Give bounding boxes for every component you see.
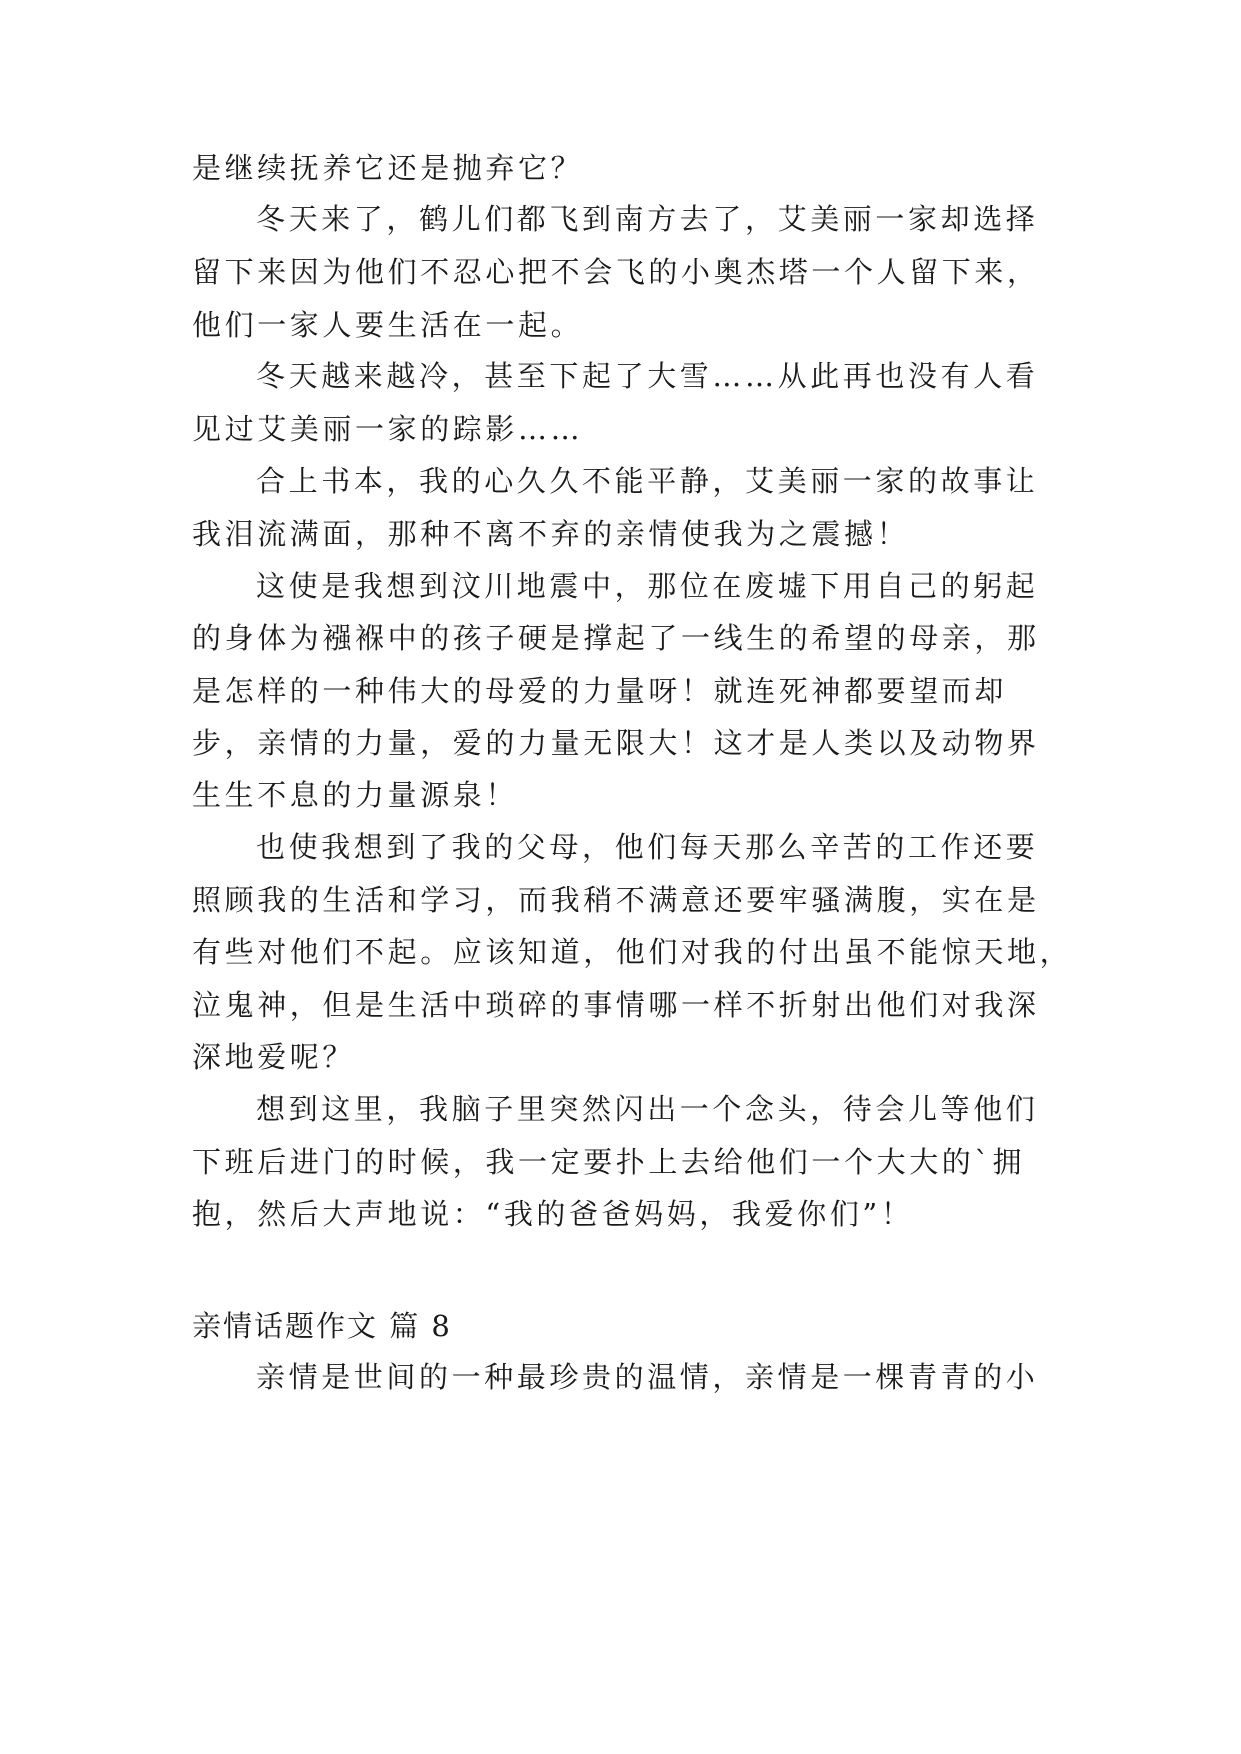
text-line: 亲情是世间的一种最珍贵的温情，亲情是一棵青青的小 xyxy=(256,1360,1039,1394)
text-line: 也使我想到了我的父母，他们每天那么辛苦的工作还要 xyxy=(256,830,1039,864)
text-line: 他们一家人要生活在一起。 xyxy=(192,308,584,342)
text-line: 照顾我的生活和学习，而我稍不满意还要牢骚满腹，实在是 xyxy=(192,883,1040,917)
text-line: 的身体为襁褓中的孩子硬是撑起了一线生的希望的母亲，那 xyxy=(192,621,1040,655)
text-line: 深地爱呢？ xyxy=(192,1040,356,1074)
text-line: 生生不息的力量源泉！ xyxy=(192,778,519,812)
text-line: 抱，然后大声地说：“我的爸爸妈妈，我爱你们”！ xyxy=(192,1197,914,1231)
text-line: 是继续抚养它还是抛弃它？ xyxy=(192,151,584,185)
text-line: 冬天越来越冷，甚至下起了大雪……从此再也没有人看 xyxy=(256,359,1039,393)
text-line: 留下来因为他们不忍心把不会飞的小奥杰塔一个人留下来， xyxy=(192,255,1040,289)
text-line: 泣鬼神，但是生活中琐碎的事情哪一样不折射出他们对我深 xyxy=(192,988,1040,1022)
text-line: 合上书本，我的心久久不能平静，艾美丽一家的故事让 xyxy=(256,464,1039,498)
text-line: 这使是我想到汶川地震中，那位在废墟下用自己的躬起 xyxy=(256,569,1039,603)
text-line: 见过艾美丽一家的踪影…… xyxy=(192,412,584,446)
text-line: 是怎样的一种伟大的母爱的力量呀！就连死神都要望而却 xyxy=(192,674,1008,708)
text-line: 想到这里，我脑子里突然闪出一个念头，待会儿等他们 xyxy=(256,1092,1039,1126)
section-heading: 亲情话题作文 篇 8 xyxy=(192,1309,452,1343)
text-line: 冬天来了，鹤儿们都飞到南方去了，艾美丽一家却选择 xyxy=(256,202,1039,236)
text-line: 有些对他们不起。应该知道，他们对我的付出虽不能惊天地， xyxy=(192,935,1073,969)
text-line: 步，亲情的力量，爱的力量无限大！这才是人类以及动物界 xyxy=(192,726,1040,760)
text-line: 下班后进门的时候，我一定要扑上去给他们一个大大的`拥 xyxy=(192,1145,1026,1179)
text-line: 我泪流满面，那种不离不弃的亲情使我为之震撼！ xyxy=(192,517,910,551)
